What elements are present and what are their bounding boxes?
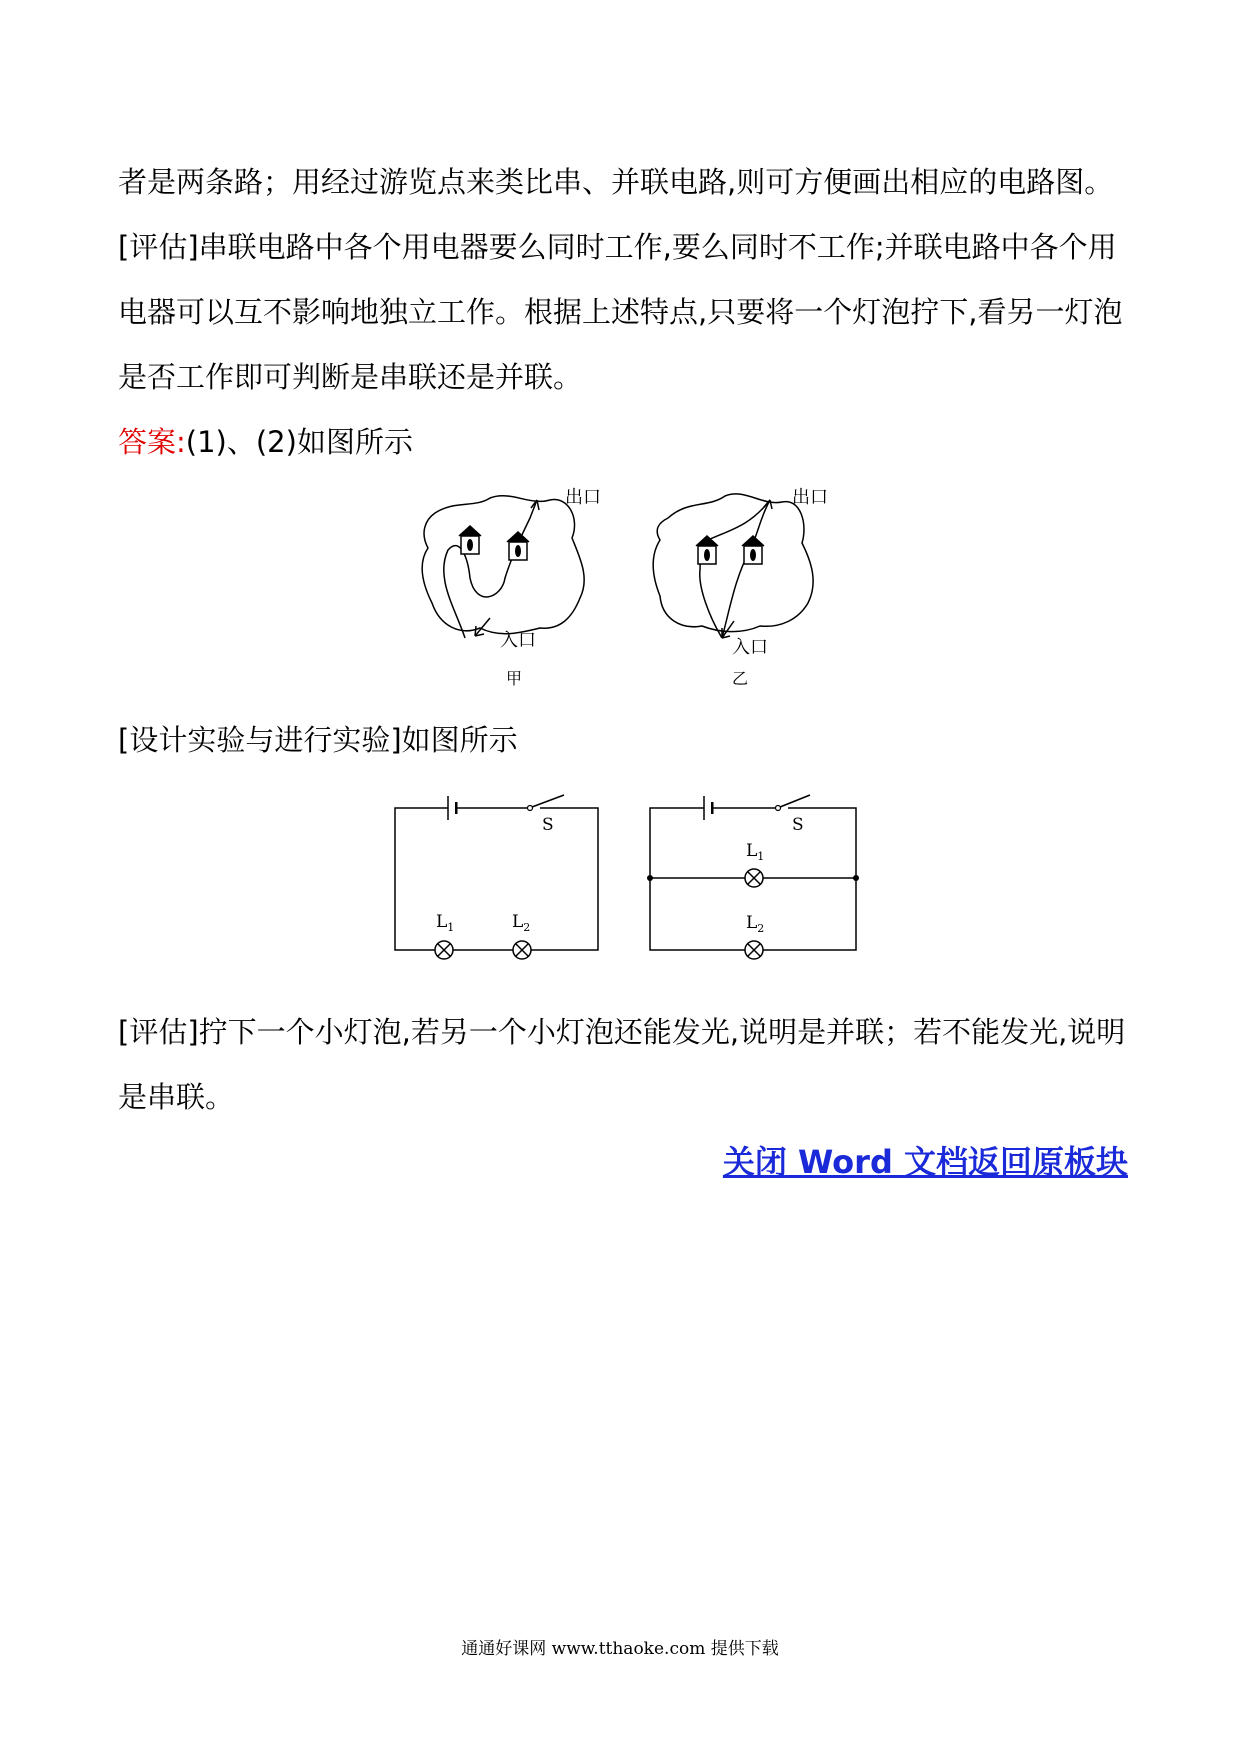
- junction-dot: [853, 875, 859, 881]
- lamp-icon: [745, 941, 763, 959]
- map-figure-right: [640, 478, 840, 688]
- lamp1-label: $L_1$: [746, 841, 765, 863]
- park-boundary: [653, 494, 813, 632]
- paragraph-line: 电器可以互不影响地独立工作。根据上述特点,只要将一个灯泡拧下,看另一灯泡: [118, 295, 1123, 329]
- lamp-icon: [513, 941, 531, 959]
- circuit-wire: [395, 808, 598, 950]
- paragraph-line: 是否工作即可判断是串联还是并联。: [118, 360, 583, 394]
- lamp1-label: $L_1$: [436, 912, 455, 934]
- battery-icon: [704, 796, 712, 820]
- switch-label: S: [542, 815, 554, 835]
- lamp-icon: [435, 941, 453, 959]
- lamp-icon: [745, 869, 763, 887]
- house-icon: [742, 536, 764, 564]
- switch-icon: [776, 795, 811, 812]
- figure-caption: 甲: [506, 669, 523, 688]
- exit-label: 出口: [792, 487, 828, 508]
- lamp2-label: $L_2$: [512, 912, 531, 934]
- page-footer: 通通好课网 www.tthaoke.com 提供下载: [461, 1639, 779, 1659]
- battery-icon: [448, 796, 456, 820]
- design-heading: [设计实验与进行实验]如图所示: [118, 723, 518, 757]
- close-word-link[interactable]: 关闭 Word 文档返回原板块: [722, 1143, 1128, 1181]
- house-icon: [507, 532, 529, 560]
- entrance-label: 入口: [500, 630, 536, 651]
- paragraph-line: 者是两条路；用经过游览点来类比串、并联电路,则可方便画出相应的电路图。: [118, 165, 1114, 199]
- tour-route: [444, 500, 537, 638]
- entrance-label: 入口: [732, 637, 768, 658]
- answer-line: [118, 410, 1128, 475]
- entrance-arrow-icon: [475, 618, 490, 636]
- exit-label: 出口: [565, 487, 601, 508]
- paragraph-line: [评估]串联电路中各个用电器要么同时工作,要么同时不工作;并联电路中各个用: [118, 230, 1117, 264]
- answer-text: (1)、(2)如图所示: [185, 425, 413, 459]
- house-icon: [459, 526, 481, 554]
- park-boundary: [422, 496, 584, 634]
- series-circuit: [388, 790, 608, 960]
- parallel-circuit: [642, 790, 864, 960]
- evaluation-line: 是串联。: [118, 1080, 235, 1114]
- house-icon: [696, 536, 718, 564]
- answer-label: 答案:: [118, 425, 186, 459]
- evaluation-line: [评估]拧下一个小灯泡,若另一个小灯泡还能发光,说明是并联；若不能发光,说明: [118, 1015, 1126, 1049]
- junction-dot: [647, 875, 653, 881]
- map-figure-left: [410, 478, 610, 688]
- tour-route: [722, 500, 770, 638]
- switch-label: S: [792, 815, 804, 835]
- switch-icon: [528, 795, 565, 812]
- figure-caption: 乙: [732, 669, 749, 688]
- lamp2-label: $L_2$: [746, 913, 765, 935]
